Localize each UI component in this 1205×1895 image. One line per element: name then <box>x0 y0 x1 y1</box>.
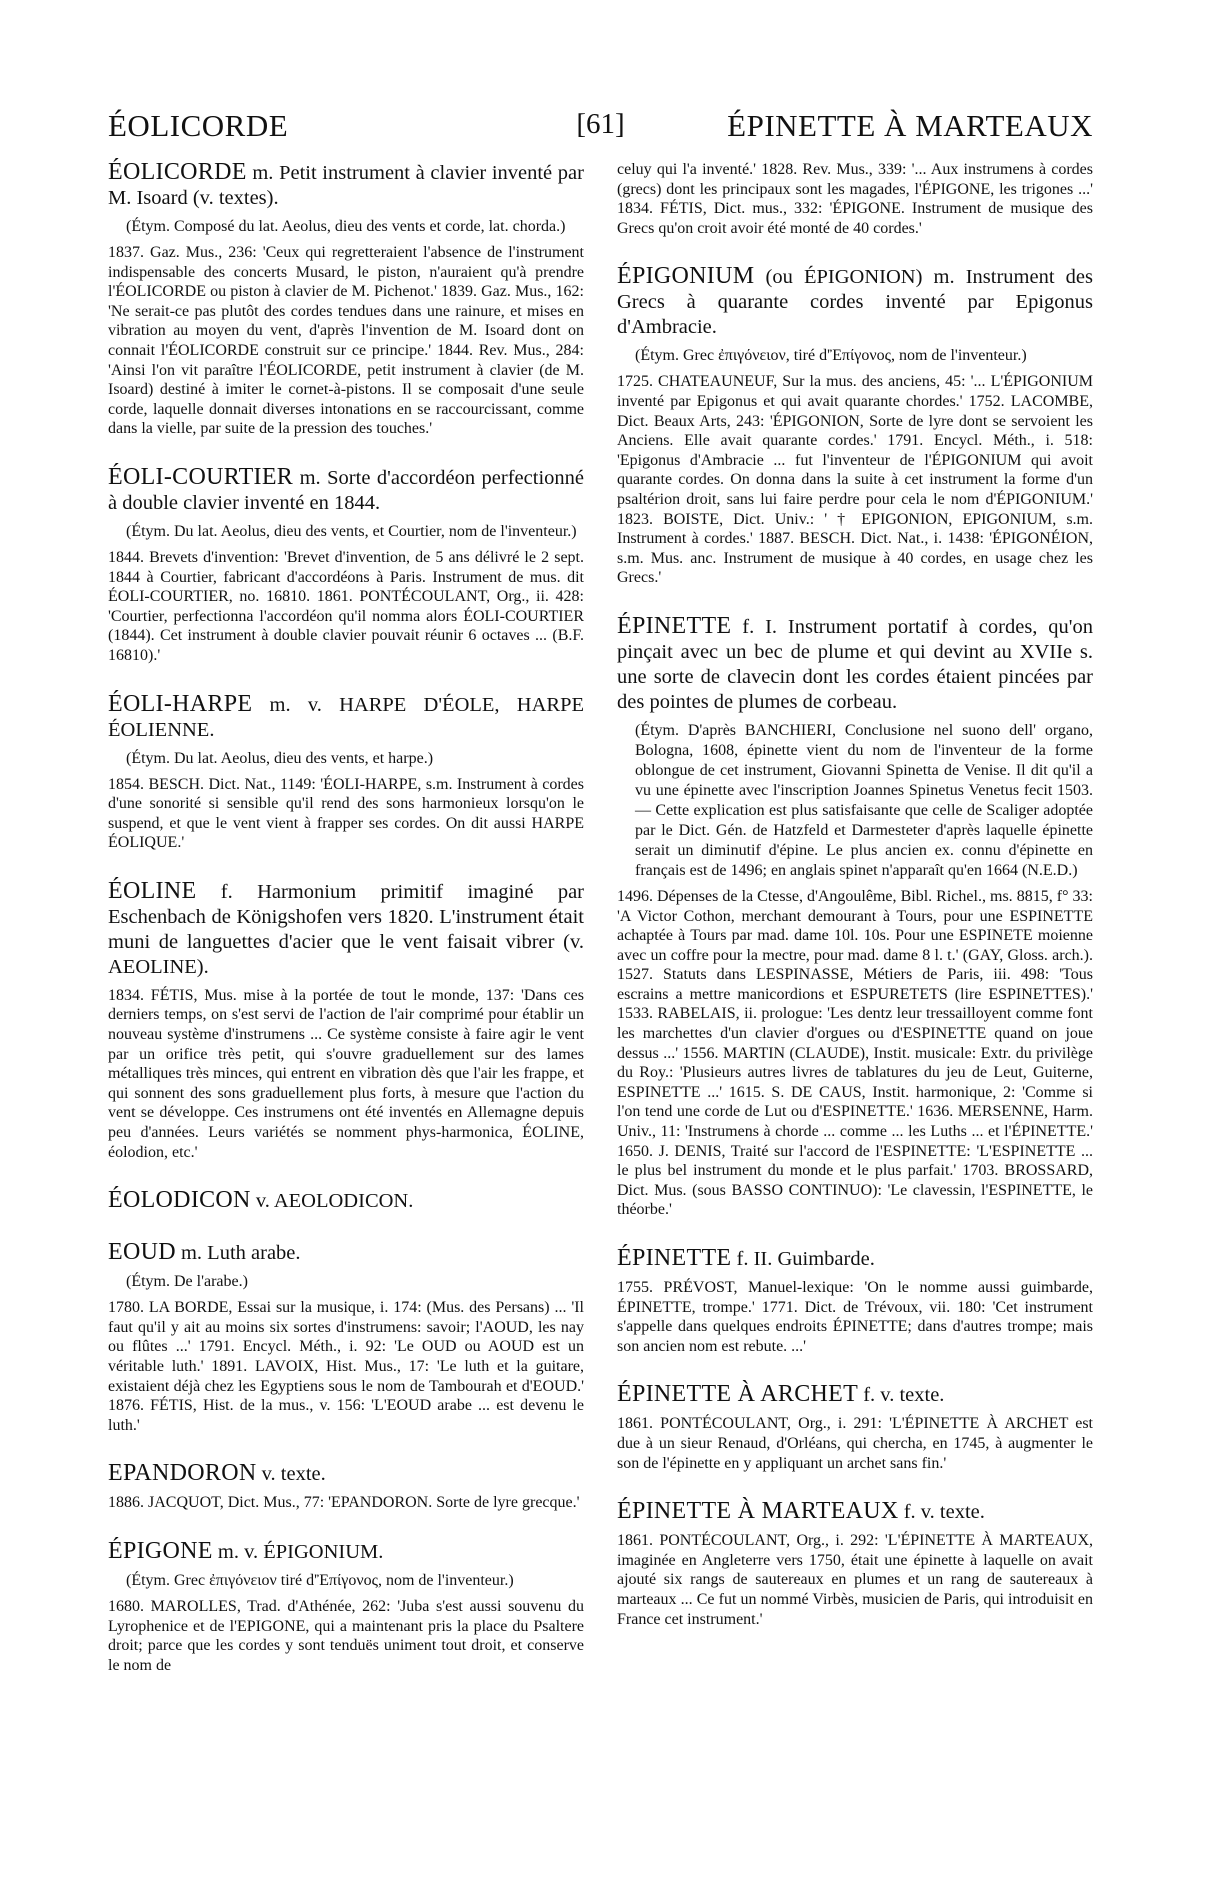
entry-definition-line <box>617 1246 1093 1272</box>
entry-citations: 1886. JACQUOT, Dict. Mus., 77: 'EPANDORON. Sorte de lyre grecque.' <box>108 1494 580 1512</box>
entry-citations: 1837. Gaz. Mus., 236: 'Ceux qui regretteraient l'absence de l'instrument indispensable des concerts Musard, le piston, n'auraient qu'à prendre l'ÉOLICORDE ou piston à clavier de M. Pichenot.' 1839. Gaz. Mus., 162: 'Ne serait-ce pas plutôt des cordes tendues dans une rainure, et mises en vibration au moyen du vent, d'après l'invention de M. Isoard dont on connait l'ÉOLICORDE construit sur ce principe.' 1844. Rev. Mus., 284: 'Ainsi l'on vit paraître l'ÉOLICORDE, petit instrument à clavier (de M. Isoard) destiné à imiter le cornet-à-pistons. Il se composait d'une seule corde, laquelle donnait diverses intonations en se raccourcissant, comme dans la vielle, par suite de la pression des touches.' <box>108 244 584 438</box>
header-right-guide-word: ÉPINETTE À MARTEAUX <box>727 108 1093 143</box>
entry-definition: v. AEOLODICON. <box>250 1190 414 1213</box>
entry-etymology: (Étym. De l'arabe.) <box>126 1273 248 1291</box>
page-number: [61] <box>576 108 625 140</box>
entry-headword: EOUD <box>108 1239 176 1266</box>
entry-citations: 1496. Dépenses de la Ctesse, d'Angoulême, Bibl. Richel., ms. 8815, f° 33: 'A Victor Cothon, merchant demourant à Tours, pour une ESPINETTE achaptée à Tours par mad. dame 10l. 10s. Pour une ESPINETE moienne avec un coffre pour la mectre, pour mad. dame 8 l. t.' (GAY, Gloss. arch.). 1527. Statuts dans LESPINASSE, Métiers de Paris, iii. 498: 'Tous escrains a mettre manicordions et ESPURETETS (lire ESPINETTES).' 1533. RABELAIS, ii. prologue: 'Les dentz leur tressailloyent comme font les marchettes d'un clavier d'orgues ou d'ESPINETTE quand on joue dessus ...' 1556. MARTIN (CLAUDE), Instit. musicale: Extr. du privilège du Roy.: 'Plusieurs autres livres de tablatures du jeu de Leut, Guiterne, ESPINETTE ...' 1615. S. DE CAUS, Instit. harmonique, 2: 'Comme si l'on tend une corde de Lut ou d'ESPINETTE.' 1636. MERSENNE, Harm. Univ., 11: 'Instrumens à chorde ... comme ... les Luths ... et l'ÉPINETTE.' 1650. J. DENIS, Traité sur l'accord de l'ESPINETTE: 'L'ESPINETTE ... le plus bel instrument du monde et le plus parfait.' 1703. BROSSARD, Dict. Mus. (sous BASSO CONTINUO): 'Le clavessin, l'ESPINETTE, le théorbe.' <box>617 887 1093 1219</box>
dictionary-entry <box>617 1246 1093 1356</box>
dictionary-entry <box>108 1539 584 1675</box>
running-header <box>108 108 1093 148</box>
entry-definition: f. II. Guimbarde. <box>731 1248 875 1270</box>
dictionary-entry <box>108 465 584 666</box>
entry-headword: ÉPINETTE À ARCHET <box>617 1381 859 1408</box>
entry-headword: ÉOLI-COURTIER <box>108 463 294 490</box>
entry-definition-line <box>108 465 584 516</box>
entry-headword: ÉOLICORDE <box>108 159 247 185</box>
entry-definition-line <box>108 692 584 743</box>
entry-definition-line <box>617 1382 1093 1408</box>
dictionary-entry <box>617 1382 1093 1473</box>
dictionary-entry <box>617 160 1093 238</box>
entry-definition: f. I. Instrument portatif à cordes, qu'on pinçait avec un bec de plume et qui devint au XVIIe s. une sorte de clavecin dont les cordes étaient pincées par des pointes de plumes de corbeau. <box>617 615 1093 713</box>
entry-citations: 1780. LA BORDE, Essai sur la musique, i. 174: (Mus. des Persans) ... 'Il faut qu'il y ait au moins six sortes d'instrumens: savoir; l'AOUD, les nay ou flûtes ...' 1791. Encycl. Méth., i. 92: 'Le OUD ou AOUD est un véritable luth.' 1891. LAVOIX, Hist. Mus., 17: 'Le luth et la guitare, existaient déjà chez les Egyptiens sous le nom de Tambourah et d'EOUD.' 1876. FÉTIS, Hist. de la mus., v. 156: 'L'EOUD arabe ... est devenu le luth.' <box>108 1299 584 1434</box>
entry-citations: 1854. BESCH. Dict. Nat., 1149: 'ÉOLI-HARPE, s.m. Instrument à cordes d'une sonorité si sensible qu'il rend des sons harmonieux lorsqu'on le suspend, et que le vent vient à frapper ses cordes. On dit aussi HARPE ÉOLIQUE.' <box>108 775 584 852</box>
entry-definition: m. Sorte d'accordéon perfectionné à double clavier inventé en 1844. <box>108 466 584 514</box>
entry-citations: 1755. PRÉVOST, Manuel-lexique: 'On le nomme aussi guimbarde, ÉPINETTE, trompe.' 1771. Dict. de Trévoux, vii. 180: 'Cet instrument s'appelle dans quelques endroits ÉPINETTE; dans d'autres trompe; mais son ancien nom est rebute. ...' <box>617 1279 1093 1355</box>
dictionary-entry <box>108 160 584 439</box>
entry-citations: celuy qui l'a inventé.' 1828. Rev. Mus., 339: '... Aux instrumens à cordes (grecs) dont les principaux sont les magades, l'ÉPIGONE, les trigones ...' 1834. FÉTIS, Dict. mus., 332: 'ÉPIGONE. Instrument de musique des Grecs qu'on croit avoir été monté de 40 cordes.' <box>617 161 1093 237</box>
dictionary-entry <box>108 692 584 853</box>
entry-etymology: (Étym. Grec ἐπιγόνειον tiré d'Ἐπίγονος, nom de l'inventeur.) <box>126 1571 514 1589</box>
entry-definition-line <box>108 879 584 980</box>
entry-definition: m. Petit instrument à clavier inventé par M. Isoard (v. textes). <box>108 162 584 209</box>
entry-definition: (ou ÉPIGONION) m. Instrument des Grecs à quarante cordes inventé par Epigonus d'Ambracie. <box>617 266 1093 339</box>
entry-headword: ÉPIGONIUM <box>617 263 755 290</box>
entry-definition-line <box>617 1499 1093 1525</box>
entry-headword: ÉOLINE <box>108 877 197 904</box>
entry-definition: f. Harmonium primitif imaginé par Eschenbach de Königshofen vers 1820. L'instrument était muni de languettes d'acier que le vent faisait vibrer (v. AEOLINE). <box>108 880 584 978</box>
entry-definition: f. v. texte. <box>898 1501 985 1524</box>
entry-etymology: (Étym. Du lat. Aeolus, dieu des vents, et harpe.) <box>126 749 434 767</box>
entry-etymology: (Étym. D'après BANCHIERI, Conclusione nel suono dell' organo, Bologna, 1608, épinette vient du nom de l'inventeur de la forme oblongue de cet instrument, Giovanni Spinetta de Venise. Il dit qu'il a vu une épinette avec l'inscription Joannes Spinetus Venetus fecit 1503. — Cette explication est plus satisfaisante que celle de Scaliger adoptée par le Dict. Gén. de Hatzfeld et Darmesteter d'après laquelle épinette serait un diminutif d'épine. Le plus ancien ex. connu d'épinette en français est de 1496; en anglais spinet n'apparaît qu'en 1664 (N.E.D.) <box>635 721 1093 879</box>
entry-etymology: (Étym. Composé du lat. Aeolus, dieu des vents et corde, lat. chorda.) <box>126 218 566 235</box>
entry-definition-line <box>108 1461 584 1487</box>
entry-definition-line <box>108 160 584 211</box>
entry-definition-line <box>108 1240 584 1266</box>
entry-headword: ÉOLODICON <box>108 1187 251 1214</box>
dictionary-entry <box>108 879 584 1162</box>
entry-headword: ÉPIGONE <box>108 1537 213 1564</box>
entry-definition-line <box>108 1188 584 1214</box>
entry-citations: 1861. PONTÉCOULANT, Org., i. 291: 'L'ÉPINETTE À ARCHET est due à un sieur Renaud, d'Orléans, qui chercha, en 1745, à augmenter le son de l'épinette en y appliquant un archet sans fin.' <box>617 1415 1093 1472</box>
right-column <box>617 160 1093 1655</box>
dictionary-entry <box>617 1499 1093 1629</box>
entry-definition-line <box>108 1539 584 1565</box>
entry-headword: ÉPINETTE À MARTEAUX <box>617 1498 899 1525</box>
entry-citations: 1861. PONTÉCOULANT, Org., i. 292: 'L'ÉPINETTE À MARTEAUX, imaginée en Angleterre vers 1750, était une épinette à laquelle on avait ajouté six rangs de sautereaux en plumes et un rang de sautereaux à marteaux ... Ce fut un nommé Virbès, musicien de Paris, qui introduisit en France cet instrument.' <box>617 1532 1093 1628</box>
entry-headword: ÉPINETTE <box>617 612 732 639</box>
entry-definition-line <box>617 264 1093 340</box>
entry-citations: 1680. MAROLLES, Trad. d'Athénée, 262: 'Juba s'est aussi souvenu du Lyrophenice et de l'EPIGONE, qui a maintenant pris la place du Psaltere droit; parce que les cordes y sont tenduës uniment tout droit, et conserve le nom de <box>108 1597 584 1674</box>
entry-definition: m. v. ÉPIGONIUM. <box>212 1540 384 1563</box>
entry-headword: EPANDORON <box>108 1460 257 1487</box>
entry-etymology: (Étym. Du lat. Aeolus, dieu des vents, et Courtier, nom de l'inventeur.) <box>126 522 577 540</box>
entry-citations: 1725. CHATEAUNEUF, Sur la mus. des anciens, 45: '... L'ÉPIGONIUM inventé par Epigonus et qui avait quarante chordes.' 1752. LACOMBE, Dict. Beaux Arts, 243: 'ÉPIGONION, Sorte de lyre dont se servoient les Anciens. Elle avait quarante cordes.' 1791. Encycl. Méth., i. 518: 'Epigonus d'Ambracie ... fut l'inventeur de l'ÉPIGONIUM qui avoit quarante cordes. On donna dans la suite à cet instrument la forme d'un psaltérion droit, sans lui faire perdre pour cela le nom d'ÉPIGONIUM.' 1823. BOISTE, Dict. Univ.: ' † EPIGONION, EPIGONIUM, s.m. Instrument à cordes.' 1887. BESCH. Dict. Nat., i. 1438: 'ÉPIGONÉION, s.m. Mus. anc. Instrument de musique à 40 cordes, en usage chez les Grecs.' <box>617 373 1093 587</box>
entry-definition: m. Luth arabe. <box>175 1242 301 1265</box>
entry-definition-line <box>617 614 1093 715</box>
dictionary-entry <box>108 1240 584 1435</box>
entry-citations: 1844. Brevets d'invention: 'Brevet d'invention, de 5 ans délivré le 2 sept. 1844 à Courtier, fabricant d'accordéons à Paris. Instrument de mus. dit ÉOLI-COURTIER, no. 16810. 1861. PONTÉCOULANT, Org., ii. 428: 'Courtier, perfectionna l'accordéon qu'il nomma alors ÉOLI-COURTIER (1844). Cet instrument à double clavier pouvait réunir 6 octaves ... (B.F. 16810).' <box>108 548 584 664</box>
dictionary-entry <box>108 1461 584 1513</box>
entry-citations: 1834. FÉTIS, Mus. mise à la portée de tout le monde, 137: 'Dans ces derniers temps, on s'est servi de l'action de l'air comprimé pour établir un nouveau système d'instrumens ... Ce système consiste à faire agir le vent par un orifice très petit, qui s'ouvre graduellement sur des lames métalliques très minces, qui entrent en vibration dès que l'air les frappe, et qui sonnent des sons graduellement plus forts, à mesure que l'action du vent se développe. Ces instrumens ont été inventés en Allemagne depuis peu d'années. Leurs variétés se nomment phys-harmonica, ÉOLINE, éolodion, etc.' <box>108 986 584 1161</box>
entry-definition: f. v. texte. <box>858 1384 945 1407</box>
entry-definition: v. texte. <box>256 1463 326 1486</box>
entry-definition: m. v. HARPE D'ÉOLE, HARPE ÉOLIENNE. <box>108 693 584 741</box>
dictionary-entry <box>108 1188 584 1214</box>
entry-etymology: (Étym. Grec ἐπιγόνειον, tiré d'Ἐπίγονος, nom de l'inventeur.) <box>635 347 1027 365</box>
dictionary-entry <box>617 264 1093 588</box>
dictionary-entry <box>617 614 1093 1220</box>
header-left-guide-word: ÉOLICORDE <box>108 108 289 143</box>
entry-headword: ÉPINETTE <box>617 1245 732 1271</box>
entry-headword: ÉOLI-HARPE <box>108 690 253 717</box>
left-column <box>108 160 584 1701</box>
